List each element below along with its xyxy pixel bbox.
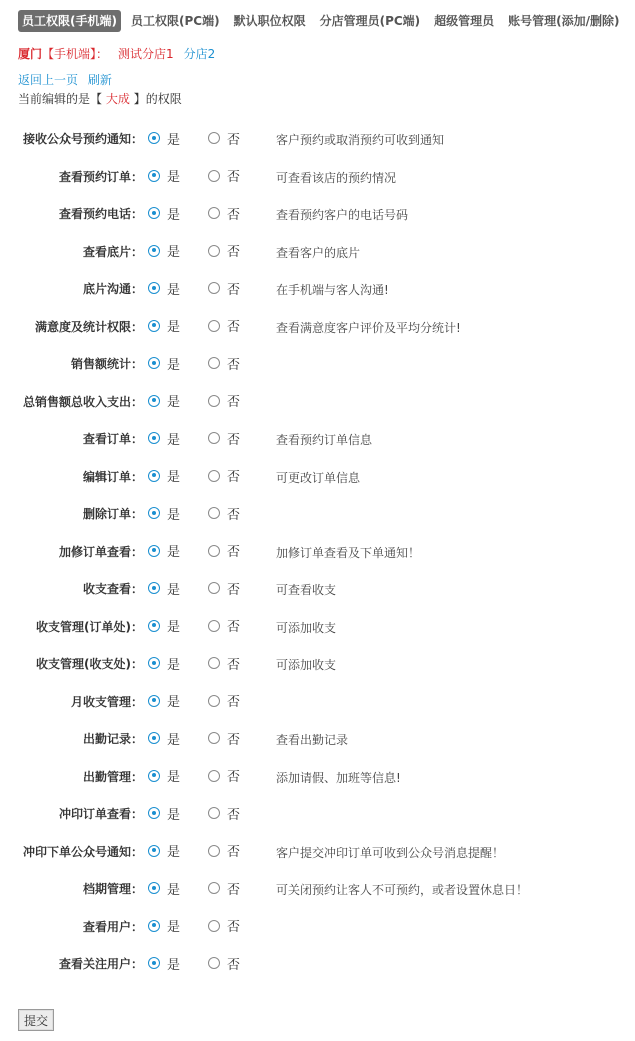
option-label-no: 否: [227, 845, 241, 860]
option-label-no: 否: [227, 582, 241, 598]
permission-option-yes[interactable]: [148, 842, 180, 860]
permission-option-no[interactable]: [208, 354, 240, 372]
permission-option-yes[interactable]: [148, 804, 180, 822]
permission-option-no[interactable]: [208, 842, 240, 860]
permission-label: 冲印下单公众号通知：: [22, 844, 143, 859]
permission-option-no[interactable]: [208, 129, 240, 147]
permission-label: 编辑订单：: [82, 469, 143, 484]
tab-1[interactable]: 员工权限(PC端): [130, 14, 220, 28]
option-label-yes: 是: [167, 207, 181, 223]
permission-option-no[interactable]: [208, 767, 240, 785]
radio-yes[interactable]: [148, 320, 160, 332]
tab-5[interactable]: 账号管理(添加/删除): [508, 14, 620, 28]
permission-label: 收支管理(订单处)：: [36, 619, 143, 634]
permission-row: [0, 833, 635, 871]
permission-label: 收支管理(收支处)：: [36, 657, 143, 671]
radio-no[interactable]: [208, 957, 220, 969]
option-label-yes: 是: [167, 432, 181, 448]
permission-row: [0, 158, 635, 196]
permission-option-yes[interactable]: [148, 879, 180, 897]
radio-no[interactable]: [208, 432, 220, 444]
permission-option-yes[interactable]: [148, 542, 180, 560]
option-label-yes: 是: [167, 920, 181, 935]
permission-row: [0, 420, 635, 458]
option-label-yes: 是: [167, 620, 181, 635]
permission-option-no[interactable]: [208, 654, 240, 672]
radio-no[interactable]: [208, 357, 220, 369]
permission-option-no[interactable]: [208, 692, 240, 710]
option-label-yes: 是: [167, 657, 181, 673]
permission-option-no[interactable]: [208, 729, 240, 747]
store-link-0[interactable]: 测试分店1: [118, 47, 174, 61]
radio-no[interactable]: [208, 395, 220, 407]
permission-label: 月收支管理：: [70, 694, 143, 709]
radio-yes[interactable]: [148, 620, 160, 632]
option-label-yes: 是: [167, 170, 181, 185]
permission-label: 满意度及统计权限：: [34, 319, 143, 334]
permission-tabs: [18, 10, 635, 32]
permission-row: [0, 533, 635, 571]
editing-prefix: 当前编辑的是【: [18, 92, 103, 106]
permission-label: 冲印订单查看：: [58, 807, 143, 821]
permission-label: 收支查看：: [82, 582, 143, 596]
radio-no[interactable]: [208, 920, 220, 932]
permission-row: [0, 570, 635, 608]
radio-no[interactable]: [208, 582, 220, 594]
tab-2[interactable]: 默认职位权限: [233, 14, 306, 28]
option-label-no: 否: [227, 282, 241, 298]
radio-yes[interactable]: [148, 357, 160, 369]
radio-yes[interactable]: [148, 582, 160, 594]
radio-yes[interactable]: [148, 207, 160, 219]
radio-no[interactable]: [208, 507, 220, 519]
radio-no[interactable]: [208, 545, 220, 557]
radio-yes[interactable]: [148, 695, 160, 707]
permission-option-yes[interactable]: [148, 729, 180, 747]
permission-option-yes[interactable]: [148, 954, 180, 972]
radio-no[interactable]: [208, 770, 220, 782]
permission-option-no[interactable]: [208, 392, 240, 410]
radio-yes[interactable]: [148, 545, 160, 557]
radio-no[interactable]: [208, 657, 220, 669]
city-name: 厦门: [18, 47, 43, 61]
permission-option-no[interactable]: [208, 579, 240, 597]
option-label-yes: 是: [167, 132, 181, 148]
radio-yes[interactable]: [148, 170, 160, 182]
permission-option-yes[interactable]: [148, 204, 180, 222]
editing-user-name: 大成: [105, 92, 130, 106]
permission-description: 可添加收支: [276, 658, 337, 672]
permission-label: 查看订单：: [82, 432, 143, 446]
permission-row: [0, 795, 635, 833]
permission-description: 可更改订单信息: [276, 470, 361, 485]
option-label-no: 否: [227, 470, 241, 485]
radio-yes[interactable]: [148, 845, 160, 857]
option-label-no: 否: [227, 882, 241, 898]
permission-description: 查看客户的底片: [276, 245, 361, 260]
permission-option-no[interactable]: [208, 279, 240, 297]
permission-row: [0, 233, 635, 271]
permission-option-no[interactable]: [208, 504, 240, 522]
store-selector: [18, 45, 215, 62]
option-label-no: 否: [227, 132, 241, 148]
radio-yes[interactable]: [148, 507, 160, 519]
radio-yes[interactable]: [148, 657, 160, 669]
option-label-no: 否: [227, 807, 241, 823]
permission-option-no[interactable]: [208, 879, 240, 897]
radio-no[interactable]: [208, 282, 220, 294]
tab-4[interactable]: 超级管理员: [434, 14, 495, 28]
radio-yes[interactable]: [148, 395, 160, 407]
permission-option-no[interactable]: [208, 429, 240, 447]
page-nav: [18, 71, 118, 88]
permission-description: 在手机端与客人沟通!: [276, 283, 389, 297]
option-label-no: 否: [227, 245, 241, 260]
radio-no[interactable]: [208, 695, 220, 707]
option-label-yes: 是: [167, 845, 181, 860]
permission-label: 查看关注用户：: [58, 957, 143, 971]
option-label-no: 否: [227, 170, 241, 185]
permission-label: 查看预约电话：: [58, 207, 143, 221]
permission-option-yes[interactable]: [148, 617, 180, 635]
refresh-link[interactable]: 刷新: [87, 73, 112, 87]
radio-yes[interactable]: [148, 470, 160, 482]
option-label-no: 否: [227, 207, 241, 223]
permission-description: 客户预约或取消预约可收到通知: [276, 133, 445, 147]
radio-yes[interactable]: [148, 807, 160, 819]
permission-option-yes[interactable]: [148, 579, 180, 597]
option-label-no: 否: [227, 320, 241, 335]
permission-option-no[interactable]: [208, 467, 240, 485]
platform-label: 【手机端】：: [42, 47, 109, 61]
permission-option-no[interactable]: [208, 917, 240, 935]
permission-list: [0, 120, 635, 983]
permission-description: 添加请假、加班等信息!: [276, 770, 401, 785]
permission-row: [0, 608, 635, 646]
option-label-yes: 是: [167, 545, 181, 560]
permission-label: 查看用户：: [82, 919, 143, 934]
option-label-yes: 是: [167, 695, 181, 710]
radio-yes[interactable]: [148, 920, 160, 932]
radio-yes[interactable]: [148, 882, 160, 894]
radio-yes[interactable]: [148, 245, 160, 257]
permission-option-no[interactable]: [208, 617, 240, 635]
permission-row: [0, 345, 635, 383]
radio-no[interactable]: [208, 882, 220, 894]
permission-option-yes[interactable]: [148, 767, 180, 785]
option-label-no: 否: [227, 732, 241, 748]
radio-no[interactable]: [208, 845, 220, 857]
option-label-no: 否: [227, 545, 241, 560]
option-label-yes: 是: [167, 320, 181, 335]
permission-option-yes[interactable]: [148, 242, 180, 260]
permission-row: [0, 120, 635, 158]
radio-no[interactable]: [208, 620, 220, 632]
permission-row: [0, 308, 635, 346]
option-label-no: 否: [227, 657, 241, 673]
permission-label: 出勤管理：: [82, 769, 143, 784]
option-label-yes: 是: [167, 882, 181, 898]
permission-option-yes[interactable]: [148, 279, 180, 297]
radio-yes[interactable]: [148, 957, 160, 969]
option-label-no: 否: [227, 507, 241, 523]
permission-row: [0, 870, 635, 908]
radio-no[interactable]: [208, 170, 220, 182]
option-label-yes: 是: [167, 957, 181, 973]
option-label-yes: 是: [167, 357, 181, 373]
permission-option-yes[interactable]: [148, 392, 180, 410]
permission-option-no[interactable]: [208, 954, 240, 972]
radio-no[interactable]: [208, 207, 220, 219]
editing-suffix: 】的权限: [133, 92, 182, 106]
permission-row: [0, 195, 635, 233]
permission-row: [0, 270, 635, 308]
permission-label: 底片沟通：: [82, 282, 143, 296]
tab-3[interactable]: 分店管理员(PC端): [319, 14, 421, 28]
permission-option-no[interactable]: [208, 242, 240, 260]
permission-option-no[interactable]: [208, 542, 240, 560]
option-label-no: 否: [227, 695, 241, 710]
permission-option-yes[interactable]: [148, 504, 180, 522]
radio-yes[interactable]: [148, 282, 160, 294]
option-label-yes: 是: [167, 245, 181, 260]
radio-no[interactable]: [208, 807, 220, 819]
permission-description: 可添加收支: [276, 620, 337, 635]
permission-option-no[interactable]: [208, 167, 240, 185]
option-label-no: 否: [227, 395, 241, 410]
permission-description: 可查看收支: [276, 583, 337, 597]
permission-description: 加修订单查看及下单通知！: [276, 545, 421, 560]
tab-0[interactable]: 员工权限(手机端): [18, 10, 121, 32]
permission-description: 查看满意度客户评价及平均分统计!: [276, 320, 461, 335]
back-link[interactable]: 返回上一页: [18, 73, 79, 87]
option-label-yes: 是: [167, 395, 181, 410]
permission-row: [0, 645, 635, 683]
editing-info: [18, 90, 182, 107]
option-label-no: 否: [227, 432, 241, 448]
radio-no[interactable]: [208, 732, 220, 744]
permission-option-yes[interactable]: [148, 317, 180, 335]
permission-label: 删除订单：: [82, 507, 143, 521]
option-label-yes: 是: [167, 470, 181, 485]
option-label-yes: 是: [167, 807, 181, 823]
permission-description: 客户提交冲印订单可收到公众号消息提醒！: [276, 845, 505, 860]
radio-no[interactable]: [208, 470, 220, 482]
permission-option-yes[interactable]: [148, 692, 180, 710]
permission-label: 销售额统计：: [70, 357, 143, 371]
permission-label: 总销售额总收入支出：: [22, 394, 143, 409]
permission-description: 查看出勤记录: [276, 733, 349, 747]
permission-label: 档期管理：: [82, 882, 143, 896]
permission-option-yes[interactable]: [148, 654, 180, 672]
permission-label: 加修订单查看：: [58, 544, 143, 559]
option-label-no: 否: [227, 920, 241, 935]
store-link-1[interactable]: 分店2: [183, 47, 216, 61]
permission-description: 可关闭预约让客人不可预约，或者设置休息日！: [276, 883, 529, 897]
option-label-no: 否: [227, 620, 241, 635]
permission-option-yes[interactable]: [148, 167, 180, 185]
permission-option-yes[interactable]: [148, 129, 180, 147]
permission-row: [0, 758, 635, 796]
radio-yes[interactable]: [148, 732, 160, 744]
permission-row: [0, 945, 635, 983]
option-label-no: 否: [227, 957, 241, 973]
permission-label: 查看底片：: [82, 244, 143, 259]
permission-option-no[interactable]: [208, 804, 240, 822]
option-label-yes: 是: [167, 732, 181, 748]
radio-no[interactable]: [208, 245, 220, 257]
permission-description: 查看预约客户的电话号码: [276, 208, 409, 222]
permission-row: [0, 458, 635, 496]
permission-option-yes[interactable]: [148, 467, 180, 485]
radio-yes[interactable]: [148, 132, 160, 144]
permission-label: 出勤记录：: [82, 732, 143, 746]
permission-option-no[interactable]: [208, 204, 240, 222]
option-label-yes: 是: [167, 582, 181, 598]
option-label-yes: 是: [167, 770, 181, 785]
option-label-yes: 是: [167, 507, 181, 523]
submit-button[interactable]: 提交: [18, 1009, 54, 1031]
radio-no[interactable]: [208, 132, 220, 144]
radio-no[interactable]: [208, 320, 220, 332]
permission-option-yes[interactable]: [148, 354, 180, 372]
permission-row: [0, 383, 635, 421]
permission-description: 查看预约订单信息: [276, 433, 373, 447]
permission-row: [0, 683, 635, 721]
permission-option-yes[interactable]: [148, 429, 180, 447]
option-label-no: 否: [227, 357, 241, 373]
permission-label: 接收公众号预约通知：: [22, 132, 143, 146]
radio-yes[interactable]: [148, 770, 160, 782]
radio-yes[interactable]: [148, 432, 160, 444]
option-label-no: 否: [227, 770, 241, 785]
permission-option-no[interactable]: [208, 317, 240, 335]
option-label-yes: 是: [167, 282, 181, 298]
permission-label: 查看预约订单：: [58, 169, 143, 184]
permission-row: [0, 720, 635, 758]
permission-row: [0, 908, 635, 946]
permission-row: [0, 495, 635, 533]
permission-description: 可查看该店的预约情况: [276, 170, 397, 185]
permission-option-yes[interactable]: [148, 917, 180, 935]
